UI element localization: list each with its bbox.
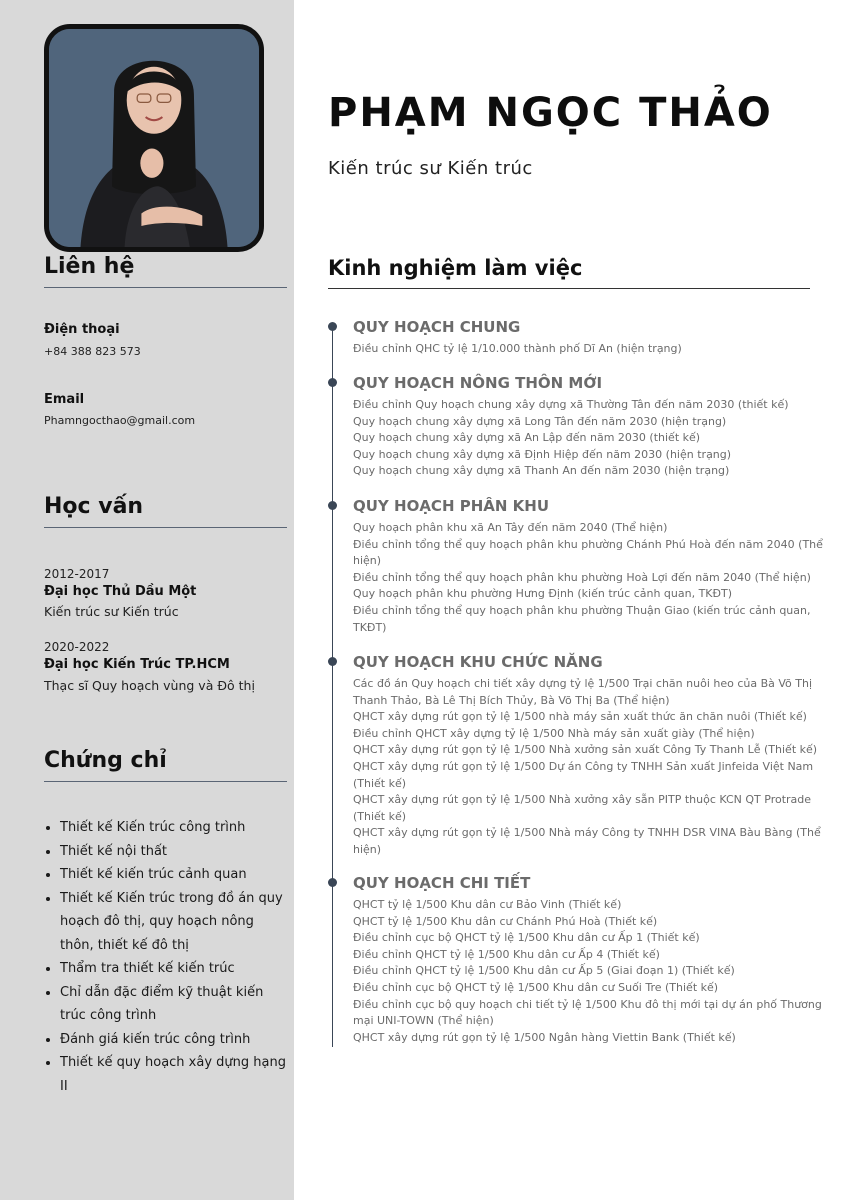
education-heading: Học vấn [44, 494, 287, 528]
experience-item: Quy hoạch chung xây dựng xã Thanh An đến năm 2030 (hiện trạng) [353, 464, 730, 478]
experience-item: Điều chỉnh QHCT xây dựng tỷ lệ 1/500 Nhà máy sản xuất giày (Thể hiện) [353, 726, 755, 740]
experience-section-zoning [353, 497, 825, 636]
experience-item: Điều chỉnh cục bộ QHCT tỷ lệ 1/500 Khu dân cư Ấp 1 (Thiết kế) [353, 931, 700, 945]
section-items [353, 397, 825, 480]
education-school: Đại học Thủ Dầu Một [44, 584, 197, 599]
section-items [353, 897, 825, 1046]
experience-item: Quy hoạch phân khu xã An Tây đến năm 2040 (Thể hiện) [353, 521, 668, 534]
certificate-item: • Đánh giá kiến trúc công trình [60, 1028, 290, 1052]
education-school: Đại học Kiến Trúc TP.HCM [44, 657, 230, 672]
experience-item: Quy hoạch chung xây dựng xã Long Tân đến năm 2030 (hiện trạng) [353, 414, 727, 428]
experience-section-functional [353, 653, 825, 859]
section-title: QUY HOẠCH NÔNG THÔN MỚI [353, 374, 603, 392]
experience-item: QHCT xây dựng rút gọn tỷ lệ 1/500 Ngân hàng Viettin Bank (Thiết kế) [353, 1030, 736, 1044]
experience-section-general [353, 318, 825, 358]
timeline-line [332, 327, 333, 1047]
experience-item: Điều chỉnh cục bộ quy hoạch chi tiết tỷ lệ 1/500 Khu đô thị mới tại dự án phố Thương mại UNI-TOWN (Thể hiện) [353, 997, 822, 1028]
experience-item: Quy hoạch chung xây dựng xã Định Hiệp đến năm 2030 (hiện trạng) [353, 447, 732, 461]
phone-value: +84 388 823 573 [44, 345, 141, 358]
timeline-dot [328, 378, 337, 387]
experience-item: Điều chỉnh tổng thể quy hoạch phân khu phường Thuận Giao (kiến trúc cảnh quan, TKĐT) [353, 603, 811, 634]
experience-item: QHCT xây dựng rút gọn tỷ lệ 1/500 Dự án Công ty TNHH Sản xuất Jinfeida Việt Nam (Thiết kế) [353, 759, 814, 790]
education-degree: Kiến trúc sư Kiến trúc [44, 604, 179, 619]
experience-item: QHCT xây dựng rút gọn tỷ lệ 1/500 Nhà xưởng sản xuất Công Ty Thanh Lễ (Thiết kế) [353, 743, 818, 757]
timeline-dot [328, 322, 337, 331]
experience-section-detailed [353, 874, 825, 1046]
section-title: QUY HOẠCH KHU CHỨC NĂNG [353, 653, 603, 671]
portrait-illustration [49, 29, 259, 247]
certificate-item: • Thiết kế Kiến trúc trong đồ án quy hoạch đô thị, quy hoạch nông thôn, thiết kế đô thị [60, 887, 290, 958]
profile-role: Kiến trúc sư Kiến trúc [328, 158, 533, 179]
certificate-item: • Chỉ dẫn đặc điểm kỹ thuật kiến trúc công trình [60, 981, 290, 1028]
experience-item: QHCT tỷ lệ 1/500 Khu dân cư Bảo Vinh (Thiết kế) [353, 898, 622, 911]
profile-name: PHẠM NGỌC THẢO [328, 90, 773, 136]
certificates-heading: Chứng chỉ [44, 748, 287, 782]
timeline-dot [328, 501, 337, 510]
experience-item: QHCT tỷ lệ 1/500 Khu dân cư Chánh Phú Hoà (Thiết kế) [353, 914, 658, 928]
experience-item: Điều chỉnh tổng thể quy hoạch phân khu phường Hoà Lợi đến năm 2040 (Thể hiện) [353, 570, 811, 584]
experience-item: Điều chỉnh QHCT tỷ lệ 1/500 Khu dân cư Ấp 4 (Thiết kế) [353, 947, 660, 961]
education-years: 2020-2022 [44, 640, 110, 654]
experience-item: Điều chỉnh cục bộ QHCT tỷ lệ 1/500 Khu dân cư Suối Tre (Thiết kế) [353, 980, 719, 994]
experience-item: Điều chỉnh Quy hoạch chung xây dựng xã Thường Tân đến năm 2030 (thiết kế) [353, 398, 789, 411]
section-items [353, 520, 825, 636]
contact-heading: Liên hệ [44, 254, 287, 288]
experience-item: QHCT xây dựng rút gọn tỷ lệ 1/500 Nhà xưởng xây sẵn PITP thuộc KCN QT Protrade (Thiết kế) [353, 793, 812, 823]
sidebar [0, 0, 294, 1200]
timeline-dot [328, 878, 337, 887]
experience-item: Điều chỉnh tổng thể quy hoạch phân khu phường Chánh Phú Hoà đến năm 2040 (Thể hiện) [353, 537, 823, 568]
experience-item: Các đồ án Quy hoạch chi tiết xây dựng tỷ lệ 1/500 Trại chăn nuôi heo của Bà Võ Thị Thanh Thảo, Bà Lê Thị Bích Thủy, Bà Võ Thị Ba (Thể hiện) [353, 677, 813, 707]
certificate-item: • Thiết kế nội thất [60, 840, 290, 864]
experience-item: QHCT xây dựng rút gọn tỷ lệ 1/500 Nhà máy Công ty TNHH DSR VINA Bàu Bàng (Thể hiện) [353, 826, 821, 856]
section-title: QUY HOẠCH CHI TIẾT [353, 874, 531, 892]
experience-heading: Kinh nghiệm làm việc [328, 256, 810, 289]
education-years: 2012-2017 [44, 567, 110, 581]
section-title: QUY HOẠCH CHUNG [353, 318, 521, 336]
section-title: QUY HOẠCH PHÂN KHU [353, 497, 550, 515]
certificate-list [44, 816, 290, 1098]
experience-item: Điều chỉnh QHCT tỷ lệ 1/500 Khu dân cư Ấp 5 (Giai đoạn 1) (Thiết kế) [353, 964, 735, 978]
timeline-dot [328, 657, 337, 666]
experience-item: Quy hoạch chung xây dựng xã An Lập đến năm 2030 (thiết kế) [353, 431, 701, 445]
experience-item: QHCT xây dựng rút gọn tỷ lệ 1/500 nhà máy sản xuất thức ăn chăn nuôi (Thiết kế) [353, 710, 807, 724]
profile-photo [44, 24, 264, 252]
email-value: Phamngocthao@gmail.com [44, 414, 196, 427]
experience-item: Quy hoạch phân khu phường Hưng Định (kiến trúc cảnh quan, TKĐT) [353, 587, 733, 601]
education-degree: Thạc sĩ Quy hoạch vùng và Đô thị [44, 678, 255, 693]
certificate-item: • Thẩm tra thiết kế kiến trúc [60, 957, 290, 981]
certificate-item: • Thiết kế quy hoạch xây dựng hạng II [60, 1051, 290, 1098]
section-items [353, 341, 825, 358]
section-items [353, 676, 825, 859]
email-label: Email [44, 392, 85, 407]
certificate-item: • Thiết kế Kiến trúc công trình [60, 816, 290, 840]
experience-section-rural [353, 374, 825, 480]
certificate-item: • Thiết kế kiến trúc cảnh quan [60, 863, 290, 887]
experience-item: Điều chỉnh QHC tỷ lệ 1/10.000 thành phố Dĩ An (hiện trạng) [353, 342, 682, 355]
phone-label: Điện thoại [44, 322, 120, 337]
